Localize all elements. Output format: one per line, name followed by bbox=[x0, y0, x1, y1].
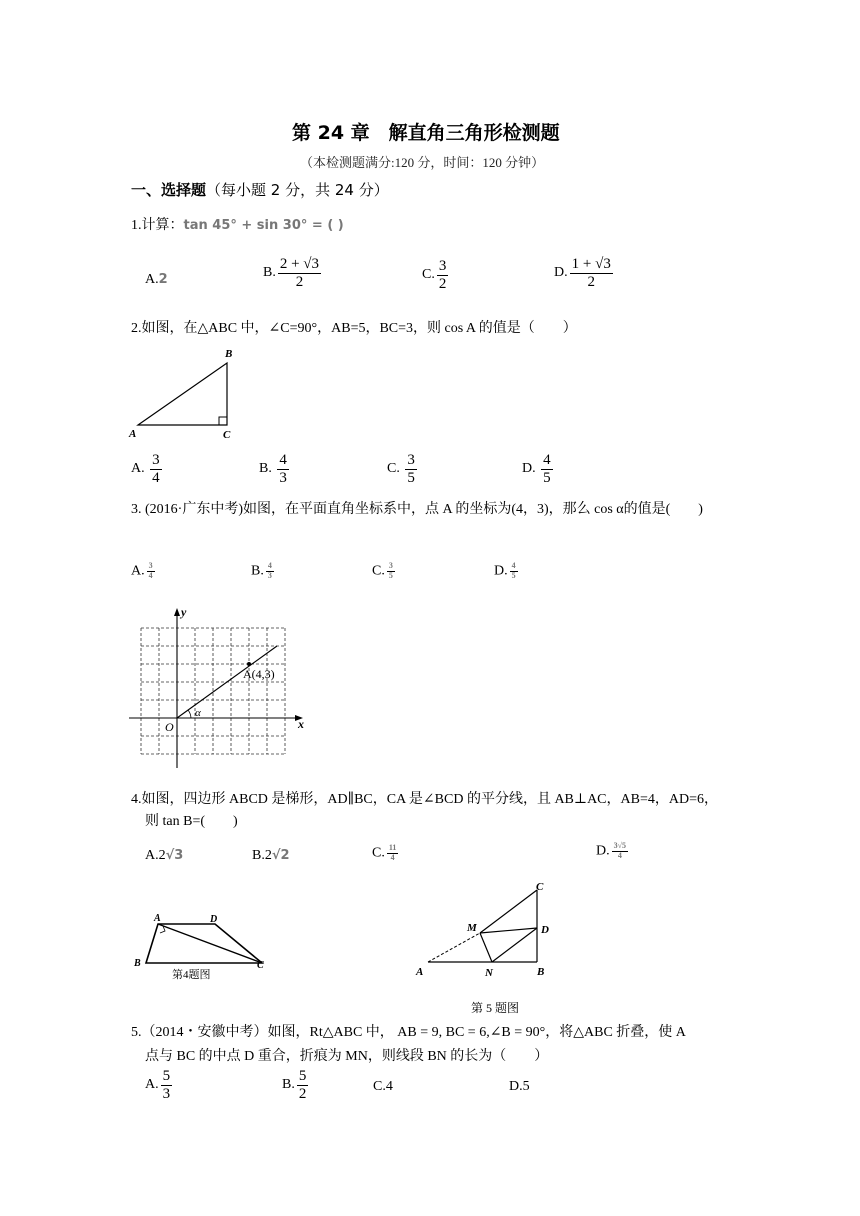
q5-point-m: M bbox=[467, 922, 477, 934]
q1-option-d[interactable] bbox=[554, 256, 613, 290]
fraction-denominator: 5 bbox=[543, 469, 551, 486]
option-label: D. bbox=[596, 843, 610, 859]
option-label: D. bbox=[494, 563, 508, 579]
q1-stem: 1.计算： bbox=[131, 218, 184, 233]
q5-vertex-c: C bbox=[536, 881, 544, 893]
q3-point-a-label: A(4,3) bbox=[243, 667, 275, 681]
q4-caption: 第4题图 bbox=[172, 969, 211, 980]
q5-vertex-a: A bbox=[416, 966, 424, 978]
fraction-denominator: 4 bbox=[617, 850, 622, 860]
option-label: C. bbox=[372, 845, 385, 861]
q4-option-b[interactable] bbox=[252, 848, 290, 864]
q4-vertex-d: D bbox=[210, 914, 218, 925]
q3-option-c[interactable] bbox=[372, 562, 395, 581]
option-label: B. bbox=[263, 265, 276, 281]
fraction-numerator: 4 bbox=[279, 452, 287, 468]
option-label: B. bbox=[282, 1077, 295, 1093]
option-label: C. bbox=[372, 563, 385, 579]
q2-vertex-c: C bbox=[223, 429, 231, 441]
fraction-numerator: 3 bbox=[148, 561, 153, 570]
q5-option-c[interactable]: C.4 bbox=[373, 1079, 393, 1094]
fraction-denominator: 3 bbox=[279, 469, 287, 486]
option-label: A. bbox=[131, 461, 145, 477]
fraction-denominator: 4 bbox=[152, 469, 160, 486]
option-label: C. bbox=[387, 461, 400, 477]
q1-option-a[interactable] bbox=[145, 272, 168, 288]
option-label: B.2 bbox=[252, 848, 272, 863]
option-label: D. bbox=[554, 265, 568, 281]
question-4-line-1: 4.如图，四边形 ABCD 是梯形，AD∥BC，CA 是∠BCD 的平分线，且 AB⊥AC，AB=4，AD=6， bbox=[131, 792, 718, 807]
q2-triangle-figure bbox=[125, 345, 240, 445]
q3-option-d[interactable] bbox=[494, 562, 518, 581]
q3-axis-y-label: y bbox=[181, 605, 187, 619]
fraction-denominator: 2 bbox=[295, 273, 304, 290]
fraction-denominator: 3 bbox=[162, 1085, 171, 1102]
fraction-numerator: 3 bbox=[152, 452, 160, 468]
q4-option-c[interactable] bbox=[372, 844, 398, 863]
q5-option-b[interactable] bbox=[282, 1068, 308, 1102]
question-3: 3. (2016·广东中考)如图，在平面直角坐标系中，点 A 的坐标为(4，3)，那么 cos α的值是( ) bbox=[131, 502, 703, 517]
fraction-numerator: 2 + √3 bbox=[279, 256, 320, 272]
fraction-denominator: 5 bbox=[388, 570, 393, 580]
fraction-denominator: 2 bbox=[298, 1085, 307, 1102]
q3-axis-x-label: x bbox=[298, 717, 304, 731]
fraction-denominator: 2 bbox=[587, 273, 595, 290]
option-label: B. bbox=[259, 461, 272, 477]
q5-fold-triangle-figure bbox=[412, 878, 562, 978]
q3-option-b[interactable] bbox=[251, 562, 274, 581]
option-label: D. bbox=[522, 461, 536, 477]
q2-vertex-b: B bbox=[225, 348, 233, 360]
fraction-numerator: 11 bbox=[388, 843, 397, 852]
option-label: A.2 bbox=[145, 848, 166, 863]
question-2: 2.如图，在△ABC 中，∠C=90°，AB=5，BC=3，则 cos A 的值是（ ） bbox=[131, 321, 577, 336]
option-value: 2 bbox=[158, 272, 168, 287]
fraction-denominator: 2 bbox=[438, 275, 447, 292]
fraction-numerator: 5 bbox=[162, 1068, 171, 1084]
q4-vertex-b: B bbox=[134, 958, 141, 969]
q2-option-d[interactable] bbox=[522, 452, 553, 486]
fraction-numerator: 4 bbox=[543, 452, 551, 468]
question-1 bbox=[131, 214, 344, 234]
option-label: A. bbox=[145, 272, 159, 287]
q2-option-c[interactable] bbox=[387, 452, 417, 486]
option-label: B. bbox=[251, 563, 264, 579]
q1-expression: tan 45° + sin 30° = ( ) bbox=[183, 218, 344, 233]
fraction-numerator: 3 bbox=[438, 258, 447, 274]
q1-option-b[interactable] bbox=[263, 256, 321, 290]
q5-point-n: N bbox=[485, 967, 493, 978]
question-5-line-1: 5.（2014・安徽中考）如图，Rt△ABC 中， AB = 9, BC = 6,∠B = 90°，将△ABC 折叠，使 A bbox=[131, 1025, 686, 1040]
fraction-numerator: 3 bbox=[407, 452, 415, 468]
fraction-numerator: 4 bbox=[511, 561, 516, 570]
section-heading bbox=[131, 179, 389, 200]
q5-vertex-b: B bbox=[537, 966, 545, 978]
fraction-numerator: 1 + √3 bbox=[571, 256, 611, 272]
q2-vertex-a: A bbox=[129, 428, 137, 440]
option-value: √3 bbox=[165, 848, 184, 863]
q5-caption: 第 5 题图 bbox=[471, 1001, 520, 1015]
q3-origin-label: O bbox=[165, 720, 174, 734]
fraction-denominator: 4 bbox=[390, 852, 395, 862]
fraction-denominator: 5 bbox=[511, 570, 516, 580]
q1-option-c[interactable] bbox=[422, 258, 448, 292]
fraction-numerator: 3√5 bbox=[613, 841, 627, 850]
page-subtitle: （本检测题满分:120 分，时间：120 分钟） bbox=[300, 155, 545, 170]
fraction-numerator: 5 bbox=[298, 1068, 307, 1084]
section-title: 一、选择题 bbox=[131, 181, 207, 199]
section-note: （每小题 2 分，共 24 分） bbox=[206, 181, 389, 199]
fraction-denominator: 4 bbox=[148, 570, 153, 580]
option-label: A. bbox=[145, 1077, 159, 1093]
q4-option-d[interactable] bbox=[596, 842, 628, 861]
fraction-denominator: 3 bbox=[267, 570, 272, 580]
fraction-numerator: 3 bbox=[388, 561, 393, 570]
q4-trapezoid-figure bbox=[128, 908, 278, 980]
q4-option-a[interactable] bbox=[145, 848, 183, 864]
q2-option-b[interactable] bbox=[259, 452, 289, 486]
fraction-numerator: 4 bbox=[267, 561, 272, 570]
q4-vertex-c: C bbox=[257, 960, 264, 971]
q2-option-a[interactable] bbox=[131, 452, 162, 486]
q3-option-a[interactable] bbox=[131, 562, 155, 581]
q5-point-d: D bbox=[541, 924, 549, 936]
q3-coordinate-grid-figure bbox=[125, 602, 315, 772]
option-value: √2 bbox=[271, 848, 290, 863]
option-label: A. bbox=[131, 563, 145, 579]
fraction-denominator: 5 bbox=[407, 469, 415, 486]
question-5-line-2: 点与 BC 的中点 D 重合，折痕为 MN，则线段 BN 的长为（ ） bbox=[145, 1049, 549, 1064]
q5-option-d[interactable]: D.5 bbox=[509, 1079, 530, 1094]
q4-vertex-a: A bbox=[154, 913, 161, 924]
option-label: C. bbox=[422, 267, 435, 283]
question-4-line-2: 则 tan B=( ) bbox=[145, 814, 238, 829]
q3-alpha-label: α bbox=[195, 707, 201, 719]
q5-option-a[interactable] bbox=[145, 1068, 172, 1102]
page-title: 第 24 章 解直角三角形检测题 bbox=[292, 122, 560, 144]
